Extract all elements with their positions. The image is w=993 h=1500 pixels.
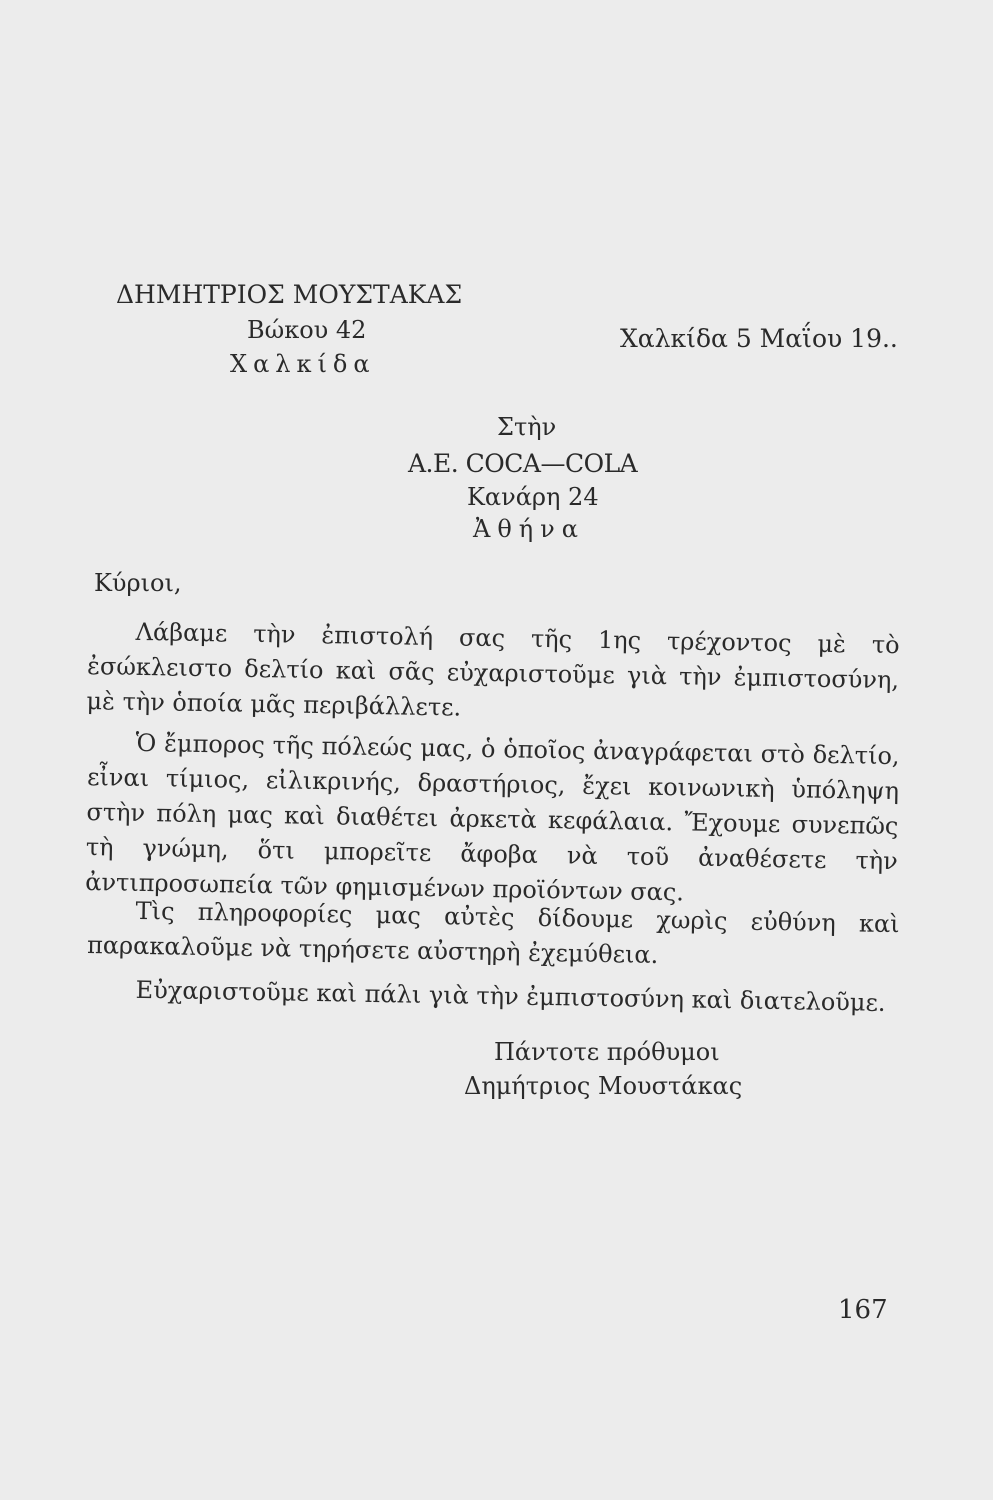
- page-number: 167: [838, 1295, 888, 1325]
- recipient-city: Ἀθήνα: [473, 515, 585, 543]
- recipient-street: Κανάρη 24: [467, 483, 599, 511]
- sender-name: ΔΗΜΗΤΡΙΟΣ ΜΟΥΣΤΑΚΑΣ: [116, 280, 463, 309]
- signature: Δημήτριος Μουστάκας: [464, 1072, 743, 1100]
- body-paragraph: Ὁ ἔμπορος τῆς πόλεώς μας, ὁ ὁποῖος ἀναγράφεται στὸ δελτίο, εἶναι τίμιος, εἰλικρινής, δραστήριος, ἔχει κοινωνικὴ ὑπόληψη στὴν πόλη μας καὶ διαθέτει ἀρκετὰ κεφάλαια. Ἔχουμε συνεπῶς τὴ γνώμη, ὅτι μπορεῖτε ἄφοβα νὰ τοῦ ἀναθέσετε τὴν ἀντιπροσωπεία τῶν φημισμένων προϊόντων σας.: [85, 728, 900, 907]
- recipient-company: Α.Ε. COCA—COLA: [408, 449, 638, 478]
- sender-city: Χαλκίδα: [230, 350, 376, 378]
- letter-date: Χαλκίδα 5 Μαΐου 19..: [620, 324, 898, 353]
- body-paragraph: Τὶς πληροφορίες μας αὐτὲς δίδουμε χωρὶς εὐθύνη καὶ παρακαλοῦμε νὰ τηρήσετε αὐστηρὴ ἐχεμύθεια.: [86, 896, 900, 969]
- recipient-to: Στὴν: [497, 413, 557, 441]
- body-paragraph: Εὐχαριστοῦμε καὶ πάλι γιὰ τὴν ἐμπιστοσύνη καὶ διατελοῦμε.: [135, 975, 886, 1017]
- closing: Πάντοτε πρόθυμοι: [494, 1038, 720, 1066]
- salutation: Κύριοι,: [94, 569, 182, 597]
- sender-street: Βώκου 42: [247, 316, 367, 344]
- body-paragraph: Λάβαμε τὴν ἐπιστολή σας τῆς 1ης τρέχοντος μὲ τὸ ἐσώκλειστο δελτίο καὶ σᾶς εὐχαριστοῦμε γιὰ τὴν ἐμπιστοσύνη, μὲ τὴν ὁποία μᾶς περιβάλλετε.: [86, 617, 900, 722]
